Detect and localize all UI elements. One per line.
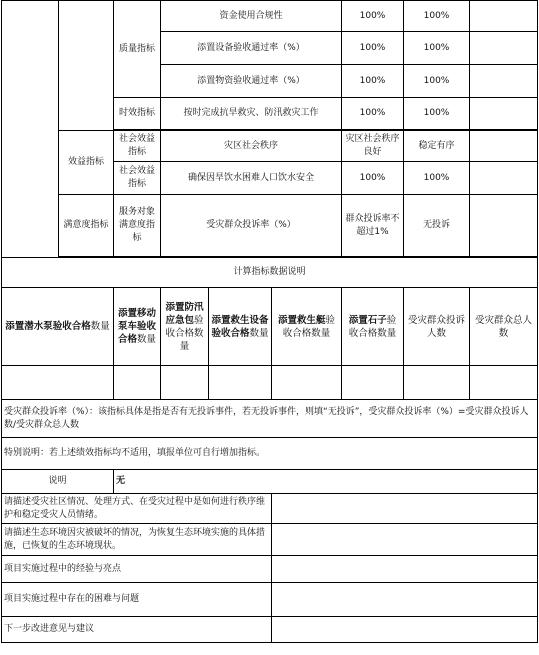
blank-cell [470, 195, 538, 257]
calc-value [114, 366, 161, 400]
target-value: 100% [342, 98, 404, 130]
calc-header: 添置潜水泵验收合格数量 [2, 288, 114, 366]
social-label: 社会效益指标 [114, 162, 161, 195]
benefit-label: 效益指标 [59, 131, 114, 195]
calc-value [470, 366, 538, 400]
calc-value [404, 366, 470, 400]
actual-value: 100% [404, 98, 470, 130]
calc-title: 计算指标数据说明 [2, 258, 538, 288]
prompt-next-steps: 下一步改进意见与建议 [2, 617, 272, 643]
calc-header: 添置救生艇验收合格数量 [272, 288, 342, 366]
calc-value [161, 366, 209, 400]
quality-label: 质量指标 [114, 1, 161, 98]
blank-cell [470, 131, 538, 162]
prompt-difficulties: 项目实施过程中存在的困难与问题 [2, 583, 272, 617]
social-label: 社会效益指标 [114, 131, 161, 162]
prompt-experience: 项目实施过程中的经验与亮点 [2, 556, 272, 583]
actual-value: 稳定有序 [404, 131, 470, 162]
indicator-name: 添置设备验收通过率（%） [161, 32, 342, 65]
answer-cell[interactable] [272, 524, 538, 556]
answer-cell[interactable] [272, 617, 538, 643]
calc-value [342, 366, 404, 400]
blank-cell [470, 162, 538, 195]
secondary-indicator-cell [59, 1, 114, 131]
actual-value: 100% [404, 162, 470, 195]
calc-value [209, 366, 272, 400]
service-object-label: 服务对象满意度指标 [114, 195, 161, 257]
target-value: 100% [342, 162, 404, 195]
actual-value: 100% [404, 1, 470, 32]
target-value: 100% [342, 32, 404, 65]
prompt-ecology: 请描述生态环境因灾被破坏的情况，为恢复生态环境实施的具体措施，已恢复的生态环境现状。 [2, 524, 272, 556]
indicator-name: 按时完成抗旱救灾、防汛救灾工作 [161, 98, 342, 130]
performance-table [1, 0, 538, 643]
target-value: 100% [342, 1, 404, 32]
answer-cell[interactable] [272, 556, 538, 583]
target-value: 100% [342, 65, 404, 98]
answer-cell[interactable] [272, 583, 538, 617]
explain-value: 无 [114, 470, 538, 494]
blank-cell [470, 32, 538, 65]
calc-header: 受灾群众总人数 [470, 288, 538, 366]
target-value: 群众投诉率不超过1% [342, 195, 404, 257]
answer-cell[interactable] [272, 494, 538, 524]
indicator-name: 确保因旱饮水困难人口饮水安全 [161, 162, 342, 195]
target-value: 灾区社会秩序良好 [342, 131, 404, 162]
calc-value [272, 366, 342, 400]
primary-indicator-cell [2, 1, 59, 258]
indicator-name: 资金使用合规性 [161, 1, 342, 32]
blank-cell [470, 65, 538, 98]
calc-header: 添置石子验收合格数量 [342, 288, 404, 366]
calc-header: 添置移动泵车验收合格数量 [114, 288, 161, 366]
blank-cell [470, 98, 538, 130]
indicator-name: 受灾群众投诉率（%） [161, 195, 342, 257]
calc-header: 受灾群众投诉人数 [404, 288, 470, 366]
timeliness-label: 时效指标 [114, 98, 161, 130]
prompt-community: 请描述受灾社区情况、处理方式、在受灾过程中是如何进行秩序维护和稳定受灾人员情绪。 [2, 494, 272, 524]
special-note: 特别说明：若上述绩效指标均不适用，填报单位可自行增加指标。 [2, 438, 538, 470]
indicator-name: 灾区社会秩序 [161, 131, 342, 162]
blank-cell [470, 1, 538, 32]
actual-value: 100% [404, 65, 470, 98]
indicator-name: 添置物资验收通过率（%） [161, 65, 342, 98]
satisfaction-label: 满意度指标 [59, 195, 114, 257]
complaint-note: 受灾群众投诉率（%）：该指标具体是指是否有无投诉事件，若无投诉事件，则填“无投诉”，受灾群众投诉率（%）=受灾群众投诉人数/受灾群众总人数 [2, 400, 538, 438]
calc-header: 添置防汛应急包验收合格数量 [161, 288, 209, 366]
explain-label: 说明 [2, 470, 114, 494]
actual-value: 100% [404, 32, 470, 65]
calc-value [2, 366, 114, 400]
actual-value: 无投诉 [404, 195, 470, 257]
calc-header: 添置救生设备验收合格数量 [209, 288, 272, 366]
